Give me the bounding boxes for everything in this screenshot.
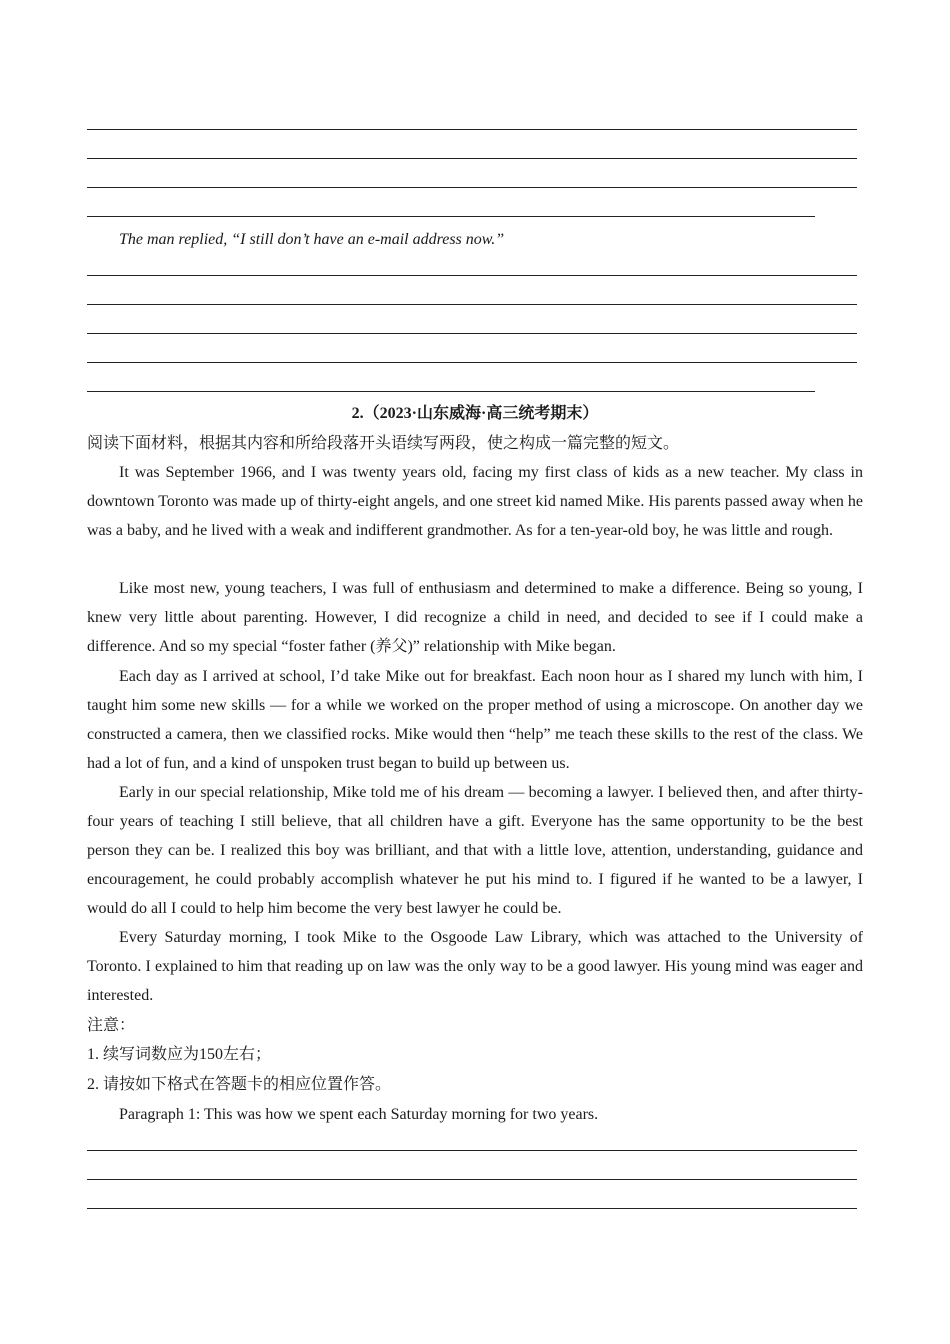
notes-label: 注意：	[87, 1017, 136, 1034]
answer-line	[87, 1150, 857, 1151]
paragraph-prompt: Paragraph 1: This was how we spent each Saturday morning for two years.	[119, 1106, 599, 1123]
instruction: 阅读下面材料，根据其内容和所给段落开头语续写两段，使之构成一篇完整的短文。	[87, 435, 680, 452]
passage-paragraph: It was September 1966, and I was twenty years old, facing my first class of kids as a new teacher. My class in downtown Toronto was made up of thirty-eight angels, and one street kid named Mike. His parents passed away when he was a baby, and he lived with a weak and indifferent grandmother. As for a ten-year-old boy, he was little and rough.	[87, 464, 863, 539]
passage-paragraph: Each day as I arrived at school, I’d take Mike out for breakfast. Each noon hour as I shared my lunch with him, I taught him some new skills — for a while we worked on the proper method of using a microscope. On another day we constructed a camera, then we classified rocks. Mike would then “help” me teach these skills to the rest of the class. We had a lot of fun, and a kind of unspoken trust began to build up between us.	[87, 668, 863, 772]
passage-paragraph: Every Saturday morning, I took Mike to the Osgoode Law Library, which was attached to the University of Toronto. I explained to him that reading up on law was the only way to be a good lawyer. His young mind was eager and interested.	[87, 929, 863, 1004]
paragraph-prompt: The man replied, “I still don’t have an e-mail address now.”	[119, 231, 505, 248]
answer-line	[87, 362, 857, 363]
answer-line	[87, 275, 857, 276]
note-item: 2. 请按如下格式在答题卡的相应位置作答。	[87, 1076, 392, 1093]
answer-line	[87, 187, 857, 188]
answer-line	[87, 216, 815, 217]
note-item: 1. 续写词数应为150左右；	[87, 1046, 272, 1063]
passage-paragraph: Early in our special relationship, Mike told me of his dream — becoming a lawyer. I believed then, and after thirty-four years of teaching I still believe, that all children have a gift. Everyone has the same opportunity to be the best person they can be. I realized this boy was brilliant, and that with a little love, attention, understanding, guidance and encouragement, he could probably accomplish whatever he put his mind to. I figured if he wanted to be a lawyer, I would do all I could to help him become the very best lawyer he could be.	[87, 784, 863, 917]
passage-paragraph: Like most new, young teachers, I was full of enthusiasm and determined to make a difference. Being so young, I knew very little about parenting. However, I did recognize a child in need, and decided to see if I could make a difference. And so my special “foster father (养父)” relationship with Mike began.	[87, 580, 863, 655]
question-heading: 2.（2023·山东威海·高三统考期末）	[351, 405, 599, 422]
answer-line	[87, 1179, 857, 1180]
answer-line	[87, 158, 857, 159]
answer-line	[87, 391, 815, 392]
answer-line	[87, 304, 857, 305]
answer-line	[87, 129, 857, 130]
answer-line	[87, 1208, 857, 1209]
answer-line	[87, 333, 857, 334]
